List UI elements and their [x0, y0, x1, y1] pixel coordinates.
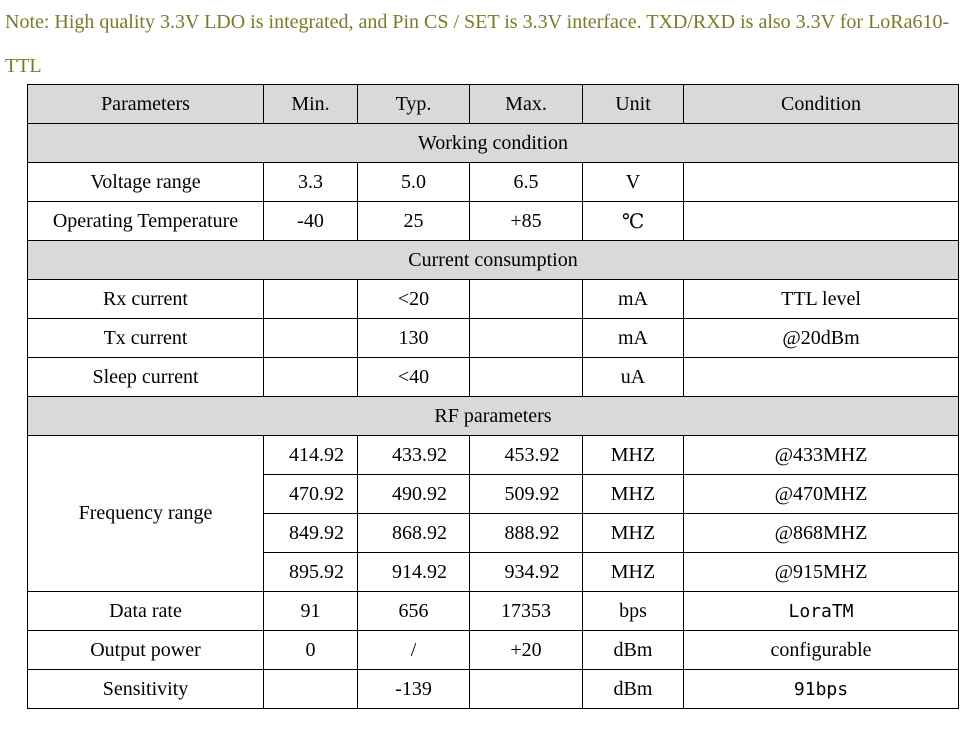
- typ-cell: 490.92: [358, 475, 470, 514]
- max-cell: 934.92: [470, 553, 583, 592]
- table-row: [28, 358, 959, 397]
- table-row: [28, 280, 959, 319]
- param-cell: Frequency range: [28, 436, 264, 592]
- typ-cell: 25: [358, 202, 470, 241]
- section-row-current: [28, 241, 959, 280]
- min-cell: 3.3: [264, 163, 358, 202]
- condition-cell: TTL level: [684, 280, 959, 319]
- table-row: [28, 631, 959, 670]
- unit-cell: dBm: [583, 631, 684, 670]
- table-row: [28, 202, 959, 241]
- unit-cell: MHZ: [583, 436, 684, 475]
- max-cell: [470, 319, 583, 358]
- min-cell: 895.92: [264, 553, 358, 592]
- condition-cell: @433MHZ: [684, 436, 959, 475]
- typ-cell: 130: [358, 319, 470, 358]
- header-condition: Condition: [684, 85, 959, 124]
- condition-cell: @915MHZ: [684, 553, 959, 592]
- param-cell: Rx current: [28, 280, 264, 319]
- header-min: Min.: [264, 85, 358, 124]
- min-cell: 849.92: [264, 514, 358, 553]
- typ-cell: 656: [358, 592, 470, 631]
- max-cell: [470, 670, 583, 709]
- max-cell: +85: [470, 202, 583, 241]
- header-row: [28, 85, 959, 124]
- param-cell: Output power: [28, 631, 264, 670]
- parameters-table: [27, 84, 959, 709]
- unit-cell: dBm: [583, 670, 684, 709]
- max-cell: 17353: [470, 592, 583, 631]
- min-cell: [264, 280, 358, 319]
- condition-cell: LoraTM: [684, 592, 959, 631]
- max-cell: 888.92: [470, 514, 583, 553]
- typ-cell: 433.92: [358, 436, 470, 475]
- table-row: [28, 670, 959, 709]
- table-row: [28, 319, 959, 358]
- condition-cell: [684, 358, 959, 397]
- max-cell: 509.92: [470, 475, 583, 514]
- section-working-condition: Working condition: [28, 124, 959, 163]
- header-max: Max.: [470, 85, 583, 124]
- table-row: [28, 436, 959, 475]
- condition-cell: configurable: [684, 631, 959, 670]
- header-typ: Typ.: [358, 85, 470, 124]
- max-cell: [470, 280, 583, 319]
- param-cell: Operating Temperature: [28, 202, 264, 241]
- condition-cell: [684, 163, 959, 202]
- min-cell: [264, 670, 358, 709]
- max-cell: 453.92: [470, 436, 583, 475]
- min-cell: [264, 358, 358, 397]
- unit-cell: ℃: [583, 202, 684, 241]
- unit-cell: V: [583, 163, 684, 202]
- section-row-working: [28, 124, 959, 163]
- typ-cell: <40: [358, 358, 470, 397]
- min-cell: 0: [264, 631, 358, 670]
- param-cell: Sensitivity: [28, 670, 264, 709]
- max-cell: +20: [470, 631, 583, 670]
- typ-cell: /: [358, 631, 470, 670]
- typ-cell: 868.92: [358, 514, 470, 553]
- section-row-rf: [28, 397, 959, 436]
- condition-cell: 91bps: [684, 670, 959, 709]
- unit-cell: MHZ: [583, 553, 684, 592]
- unit-cell: uA: [583, 358, 684, 397]
- param-cell: Voltage range: [28, 163, 264, 202]
- unit-cell: mA: [583, 280, 684, 319]
- typ-cell: 914.92: [358, 553, 470, 592]
- typ-cell: <20: [358, 280, 470, 319]
- min-cell: 470.92: [264, 475, 358, 514]
- min-cell: -40: [264, 202, 358, 241]
- section-current-consumption: Current consumption: [28, 241, 959, 280]
- section-rf-parameters: RF parameters: [28, 397, 959, 436]
- param-cell: Sleep current: [28, 358, 264, 397]
- max-cell: 6.5: [470, 163, 583, 202]
- condition-cell: @470MHZ: [684, 475, 959, 514]
- condition-cell: @868MHZ: [684, 514, 959, 553]
- typ-cell: -139: [358, 670, 470, 709]
- table-row: [28, 163, 959, 202]
- max-cell: [470, 358, 583, 397]
- header-unit: Unit: [583, 85, 684, 124]
- condition-cell: @20dBm: [684, 319, 959, 358]
- param-cell: Tx current: [28, 319, 264, 358]
- condition-cell: [684, 202, 959, 241]
- header-parameters: Parameters: [28, 85, 264, 124]
- unit-cell: mA: [583, 319, 684, 358]
- min-cell: 414.92: [264, 436, 358, 475]
- note-text: Note: High quality 3.3V LDO is integrated, and Pin CS / SET is 3.3V interface. TXD/RXD is also 3.3V for LoRa610-TTL: [5, 11, 950, 77]
- min-cell: 91: [264, 592, 358, 631]
- unit-cell: MHZ: [583, 514, 684, 553]
- unit-cell: bps: [583, 592, 684, 631]
- unit-cell: MHZ: [583, 475, 684, 514]
- typ-cell: 5.0: [358, 163, 470, 202]
- param-cell: Data rate: [28, 592, 264, 631]
- min-cell: [264, 319, 358, 358]
- table-row: [28, 592, 959, 631]
